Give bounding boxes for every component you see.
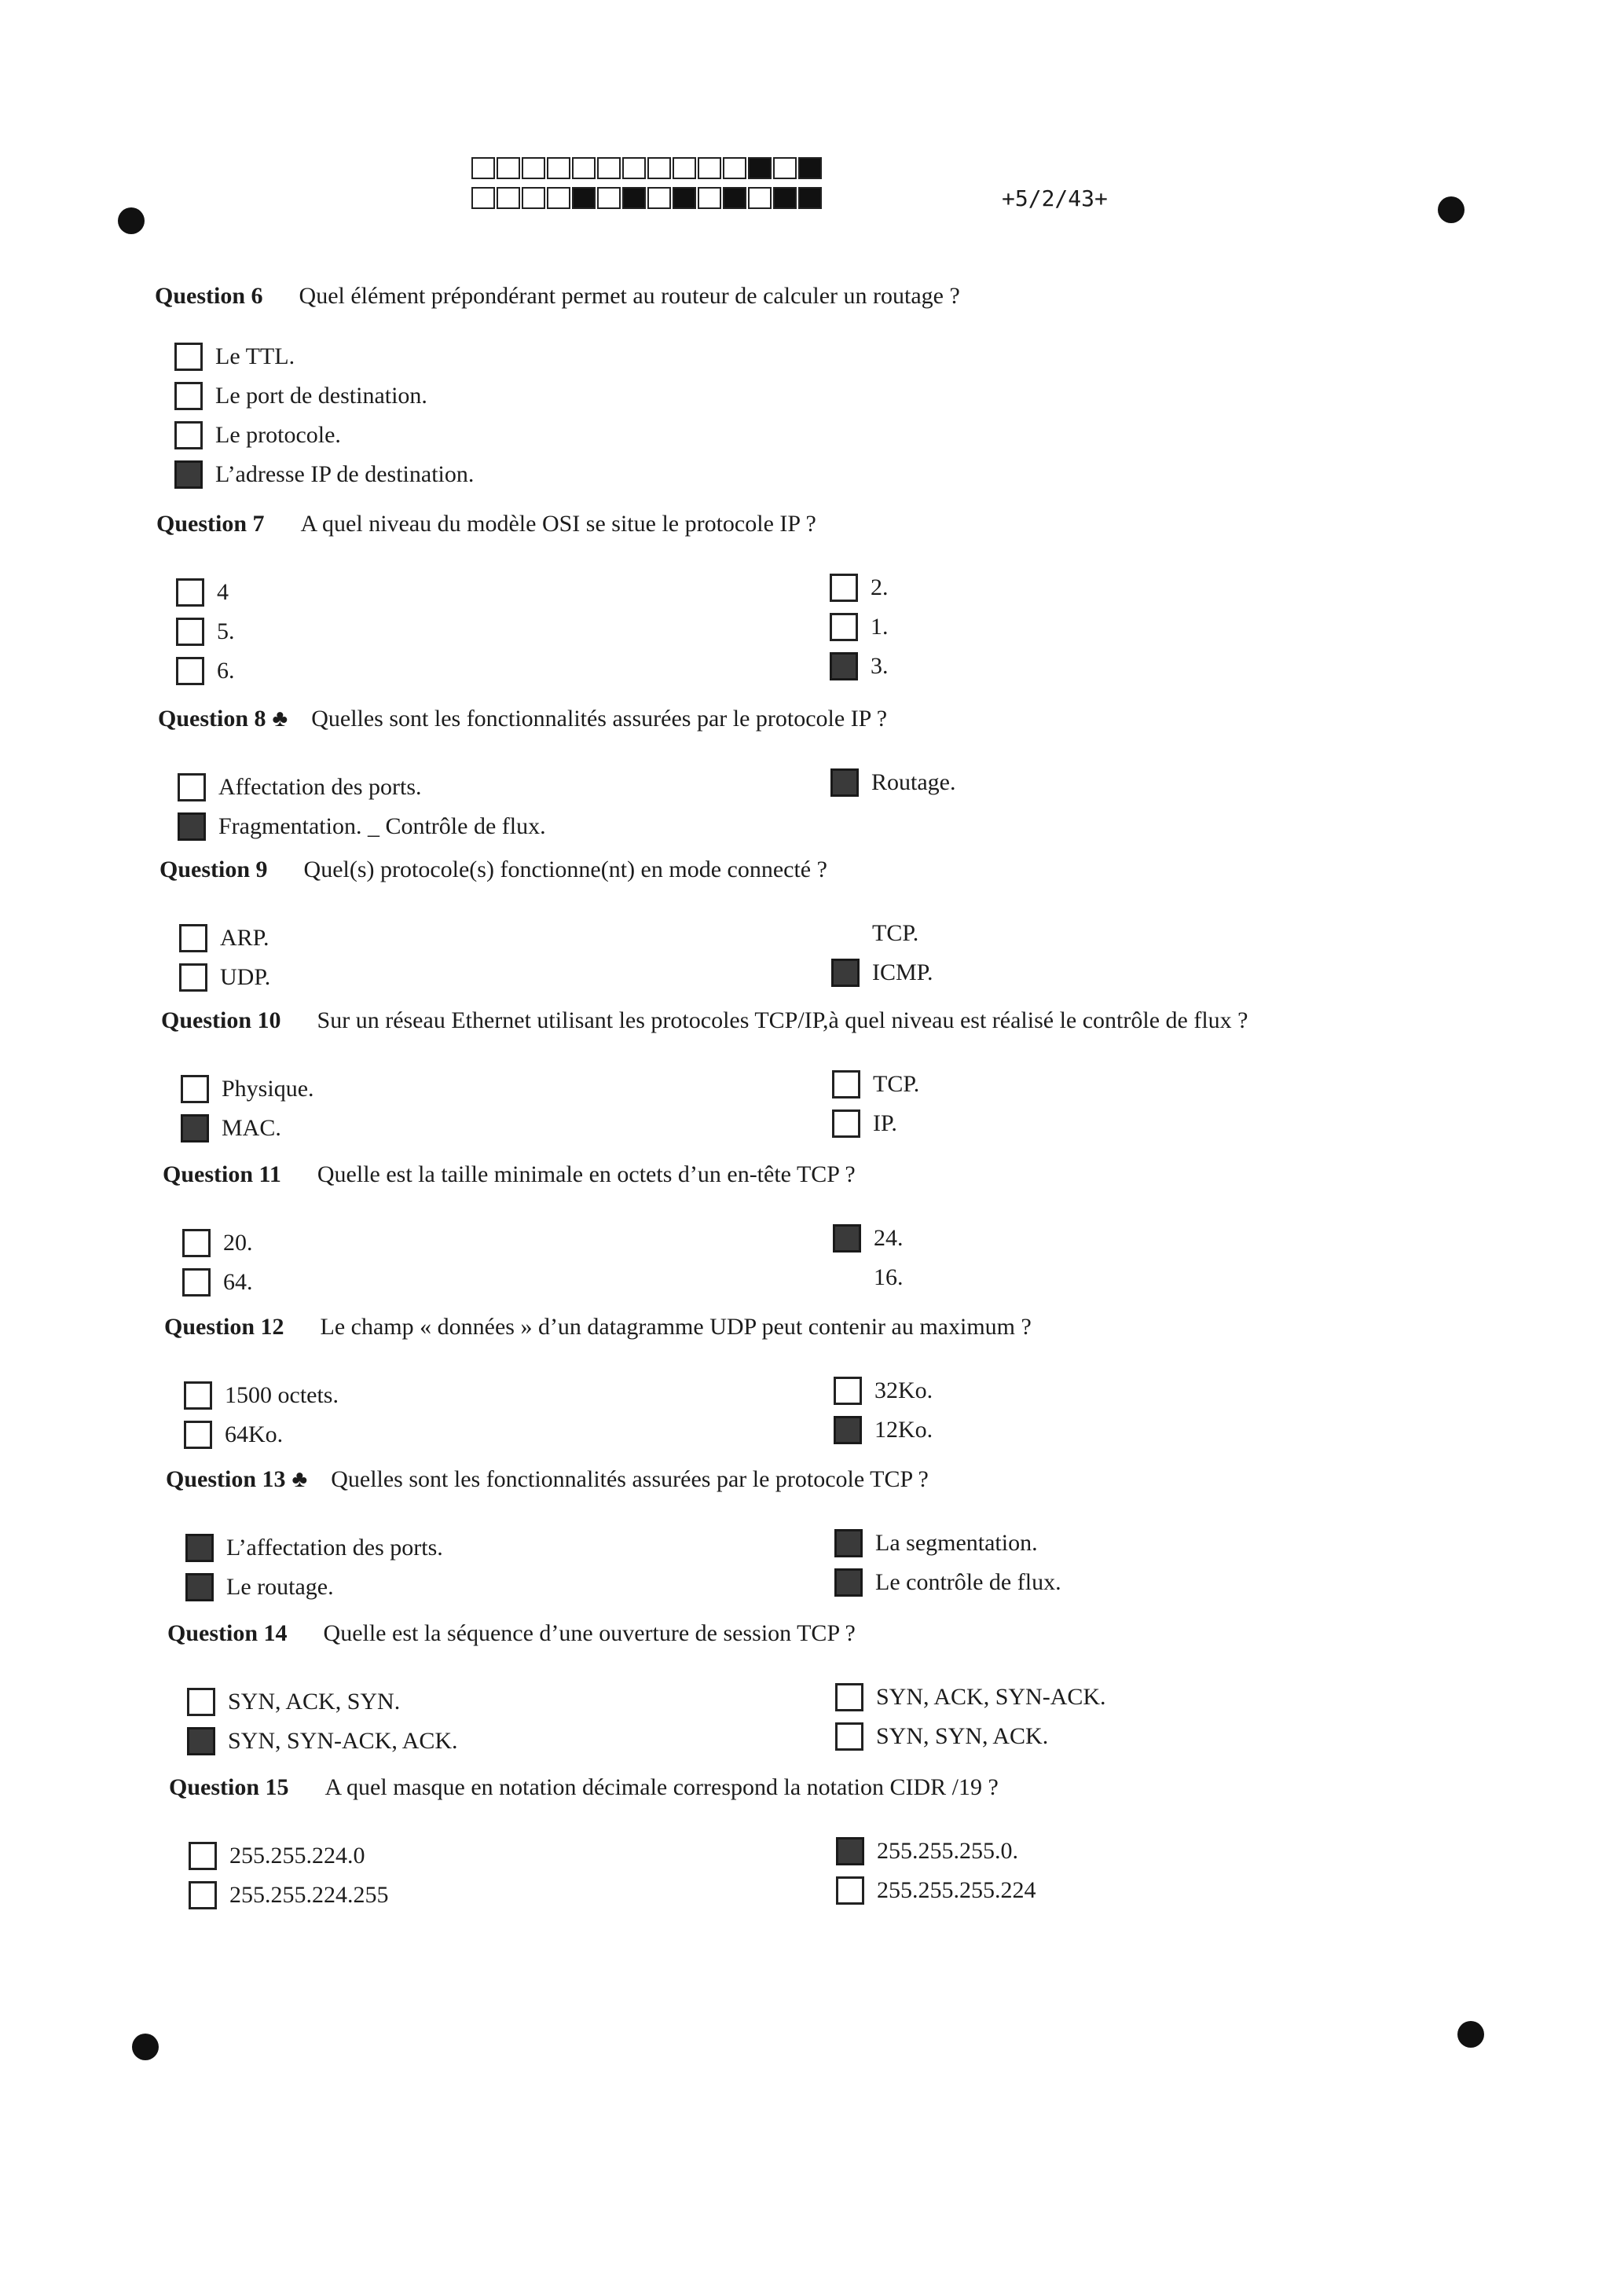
answer-text: 255.255.255.224 bbox=[877, 1877, 1036, 1903]
question-header bbox=[158, 706, 887, 732]
answer-option[interactable] bbox=[830, 613, 889, 641]
answer-text: 255.255.224.0 bbox=[229, 1843, 365, 1869]
checkbox[interactable] bbox=[174, 382, 203, 410]
answer-text: 255.255.255.0. bbox=[877, 1838, 1018, 1864]
checked-checkbox[interactable] bbox=[833, 1224, 861, 1253]
registration-mark-top-right bbox=[1438, 196, 1465, 223]
answer-option[interactable] bbox=[185, 1573, 334, 1601]
barcode-cell bbox=[572, 187, 596, 209]
answer-option[interactable] bbox=[174, 343, 295, 371]
answer-option[interactable] bbox=[833, 1264, 904, 1292]
question-text: A quel niveau du modèle OSI se situe le protocole IP ? bbox=[300, 511, 816, 537]
answer-text: SYN, SYN, ACK. bbox=[876, 1723, 1049, 1749]
question-header bbox=[155, 283, 960, 310]
answer-text: 6. bbox=[217, 658, 235, 684]
answer-text: ARP. bbox=[220, 925, 269, 951]
question-header bbox=[161, 1007, 1248, 1034]
answer-text: Affectation des ports. bbox=[218, 774, 422, 800]
answer-text: Le protocole. bbox=[215, 422, 341, 448]
answer-text: 24. bbox=[874, 1225, 904, 1251]
answer-text: 1500 octets. bbox=[225, 1382, 339, 1408]
answer-option[interactable] bbox=[184, 1381, 339, 1410]
barcode-cell bbox=[773, 187, 797, 209]
answer-option[interactable] bbox=[189, 1842, 365, 1870]
barcode-cell bbox=[597, 157, 621, 179]
answer-option[interactable] bbox=[176, 618, 235, 646]
answer-text: 16. bbox=[874, 1264, 904, 1290]
answer-text: Le contrôle de flux. bbox=[875, 1569, 1061, 1595]
answer-option[interactable] bbox=[182, 1229, 253, 1257]
question-header bbox=[156, 511, 816, 537]
answer-text: La segmentation. bbox=[875, 1530, 1038, 1556]
answer-text: 3. bbox=[871, 653, 889, 679]
checked-checkbox[interactable] bbox=[834, 1529, 863, 1557]
answer-text: 12Ko. bbox=[874, 1417, 933, 1443]
checkbox[interactable] bbox=[836, 1876, 864, 1905]
checked-checkbox[interactable] bbox=[836, 1837, 864, 1865]
answer-option[interactable] bbox=[181, 1075, 314, 1103]
answer-option[interactable] bbox=[836, 1837, 1018, 1865]
barcode-cell bbox=[547, 157, 570, 179]
checkbox[interactable] bbox=[834, 1377, 862, 1405]
checkbox[interactable] bbox=[174, 421, 203, 449]
question-text: Le champ « données » d’un datagramme UDP peut contenir au maximum ? bbox=[320, 1314, 1032, 1340]
checkbox[interactable] bbox=[179, 963, 207, 992]
registration-mark-top-left bbox=[118, 207, 145, 234]
question-text: Sur un réseau Ethernet utilisant les protocoles TCP/IP,à quel niveau est réalisé le contrôle de flux ? bbox=[317, 1007, 1248, 1033]
question-label: Question 10 bbox=[161, 1007, 281, 1033]
checked-checkbox[interactable] bbox=[830, 652, 858, 680]
checked-checkbox[interactable] bbox=[178, 812, 206, 841]
barcode-cell bbox=[698, 187, 721, 209]
question-text: Quelles sont les fonctionnalités assurées par le protocole TCP ? bbox=[331, 1466, 929, 1492]
checkbox[interactable] bbox=[835, 1722, 863, 1751]
answer-text: 64. bbox=[223, 1269, 253, 1295]
answer-text: 1. bbox=[871, 614, 889, 640]
answer-text: TCP. bbox=[873, 1071, 920, 1097]
barcode-cell bbox=[723, 187, 746, 209]
checkbox[interactable] bbox=[178, 773, 206, 801]
barcode-cell bbox=[798, 187, 822, 209]
answer-option[interactable] bbox=[178, 812, 546, 841]
answer-text: 20. bbox=[223, 1230, 253, 1256]
answer-option[interactable] bbox=[833, 1224, 904, 1253]
barcode-cell bbox=[522, 187, 545, 209]
answer-text: SYN, ACK, SYN-ACK. bbox=[876, 1684, 1106, 1710]
answer-text: L’adresse IP de destination. bbox=[215, 461, 475, 487]
checked-checkbox[interactable] bbox=[174, 460, 203, 489]
checked-checkbox[interactable] bbox=[834, 1568, 863, 1597]
answer-option[interactable] bbox=[832, 1109, 897, 1138]
checkbox[interactable] bbox=[833, 1264, 861, 1292]
answer-text: UDP. bbox=[220, 964, 271, 990]
barcode-cell bbox=[647, 157, 671, 179]
answer-option[interactable] bbox=[187, 1688, 400, 1716]
checkbox[interactable] bbox=[187, 1688, 215, 1716]
answer-option[interactable] bbox=[189, 1881, 389, 1909]
barcode-row-2 bbox=[471, 187, 823, 209]
barcode-cell bbox=[698, 157, 721, 179]
answer-option[interactable] bbox=[178, 773, 422, 801]
answer-option[interactable] bbox=[834, 1568, 1061, 1597]
barcode-cell bbox=[748, 157, 772, 179]
barcode-cell bbox=[497, 157, 520, 179]
barcode-cell bbox=[673, 157, 696, 179]
multiple-answer-club-icon: ♣ bbox=[291, 1466, 308, 1492]
barcode-cell bbox=[622, 187, 646, 209]
question-label: Question 7 bbox=[156, 511, 265, 537]
checkbox[interactable] bbox=[189, 1881, 217, 1909]
answer-option[interactable] bbox=[836, 1876, 1036, 1905]
checkbox[interactable] bbox=[182, 1268, 211, 1297]
question-label: Question 12 bbox=[164, 1314, 284, 1340]
answer-option[interactable] bbox=[830, 768, 955, 797]
answer-text: 255.255.224.255 bbox=[229, 1882, 389, 1908]
checkbox[interactable] bbox=[184, 1381, 212, 1410]
answer-option[interactable] bbox=[831, 919, 918, 948]
answer-text: ICMP. bbox=[872, 959, 933, 985]
answer-text: Le routage. bbox=[226, 1574, 334, 1600]
checkbox[interactable] bbox=[189, 1842, 217, 1870]
question-text: Quel élément prépondérant permet au routeur de calculer un routage ? bbox=[299, 283, 960, 309]
answer-option[interactable] bbox=[835, 1683, 1106, 1711]
answer-option[interactable] bbox=[181, 1114, 281, 1142]
answer-text: SYN, SYN-ACK, ACK. bbox=[228, 1728, 458, 1754]
page-code: +5/2/43+ bbox=[1002, 185, 1108, 211]
barcode-cell bbox=[522, 157, 545, 179]
registration-mark-bottom-left bbox=[132, 2034, 159, 2060]
answer-option[interactable] bbox=[176, 657, 235, 685]
question-text: Quel(s) protocole(s) fonctionne(nt) en mode connecté ? bbox=[303, 856, 827, 882]
question-label: Question 13 bbox=[166, 1466, 286, 1492]
checkbox[interactable] bbox=[179, 924, 207, 952]
barcode-cell bbox=[723, 157, 746, 179]
checked-checkbox[interactable] bbox=[834, 1416, 862, 1444]
checkbox[interactable] bbox=[176, 657, 204, 685]
answer-text: Fragmentation. _ Contrôle de flux. bbox=[218, 813, 546, 839]
answer-text: SYN, ACK, SYN. bbox=[228, 1689, 401, 1715]
answer-text: 4 bbox=[217, 579, 229, 605]
checked-checkbox[interactable] bbox=[187, 1727, 215, 1755]
answer-option[interactable] bbox=[830, 652, 889, 680]
barcode-cell bbox=[471, 187, 495, 209]
registration-mark-bottom-right bbox=[1457, 2021, 1484, 2048]
answer-option[interactable] bbox=[831, 959, 933, 987]
checkbox[interactable] bbox=[182, 1229, 211, 1257]
question-label: Question 6 bbox=[155, 283, 263, 309]
answer-text: 2. bbox=[871, 574, 889, 600]
answer-option[interactable] bbox=[834, 1416, 933, 1444]
question-label: Question 15 bbox=[169, 1774, 289, 1800]
checkbox[interactable] bbox=[176, 578, 204, 607]
checkbox[interactable] bbox=[184, 1421, 212, 1449]
question-label: Question 9 bbox=[159, 856, 268, 882]
barcode-cell bbox=[673, 187, 696, 209]
answer-option[interactable] bbox=[834, 1529, 1038, 1557]
answer-option[interactable] bbox=[174, 421, 341, 449]
answer-option[interactable] bbox=[182, 1268, 253, 1297]
checkbox[interactable] bbox=[832, 1109, 860, 1138]
question-text: Quelle est la séquence d’une ouverture de session TCP ? bbox=[323, 1620, 856, 1646]
barcode-cell bbox=[471, 157, 495, 179]
answer-option[interactable] bbox=[830, 574, 889, 602]
checked-checkbox[interactable] bbox=[831, 959, 860, 987]
answer-text: Le port de destination. bbox=[215, 383, 427, 409]
answer-option[interactable] bbox=[187, 1727, 458, 1755]
answer-option[interactable] bbox=[174, 382, 427, 410]
answer-text: IP. bbox=[873, 1110, 897, 1136]
question-header bbox=[159, 856, 827, 883]
barcode-cell bbox=[798, 157, 822, 179]
answer-text: Physique. bbox=[222, 1076, 314, 1102]
question-header bbox=[164, 1314, 1032, 1341]
checkbox[interactable] bbox=[830, 613, 858, 641]
barcode-cell bbox=[572, 157, 596, 179]
question-label: Question 14 bbox=[167, 1620, 288, 1646]
checkbox[interactable] bbox=[830, 574, 858, 602]
answer-text: TCP. bbox=[872, 920, 919, 946]
answer-text: L’affectation des ports. bbox=[226, 1535, 443, 1561]
barcode-row-1 bbox=[471, 157, 823, 179]
multiple-answer-club-icon: ♣ bbox=[272, 706, 288, 732]
barcode-cell bbox=[547, 187, 570, 209]
barcode-cell bbox=[748, 187, 772, 209]
question-header bbox=[167, 1620, 856, 1647]
answer-text: 64Ko. bbox=[225, 1421, 284, 1447]
checkbox[interactable] bbox=[835, 1683, 863, 1711]
checkbox[interactable] bbox=[181, 1075, 209, 1103]
answer-option[interactable] bbox=[835, 1722, 1048, 1751]
question-header bbox=[169, 1774, 999, 1801]
question-text: Quelle est la taille minimale en octets d’un en-tête TCP ? bbox=[317, 1161, 856, 1187]
question-header bbox=[166, 1466, 929, 1493]
checked-checkbox[interactable] bbox=[185, 1534, 214, 1562]
checkbox[interactable] bbox=[831, 919, 860, 948]
question-label: Question 8 bbox=[158, 706, 266, 732]
barcode-cell bbox=[622, 157, 646, 179]
answer-text: Le TTL. bbox=[215, 343, 295, 369]
answer-option[interactable] bbox=[174, 460, 474, 489]
question-text: A quel masque en notation décimale correspond la notation CIDR /19 ? bbox=[324, 1774, 999, 1800]
answer-option[interactable] bbox=[832, 1070, 919, 1098]
barcode-cell bbox=[497, 187, 520, 209]
answer-text: MAC. bbox=[222, 1115, 281, 1141]
checkbox[interactable] bbox=[174, 343, 203, 371]
checked-checkbox[interactable] bbox=[181, 1114, 209, 1142]
checkbox[interactable] bbox=[832, 1070, 860, 1098]
barcode-cell bbox=[773, 157, 797, 179]
barcode-cell bbox=[597, 187, 621, 209]
answer-option[interactable] bbox=[179, 924, 269, 952]
answer-option[interactable] bbox=[176, 578, 229, 607]
question-label: Question 11 bbox=[163, 1161, 281, 1187]
question-header bbox=[163, 1161, 856, 1188]
answer-text: 5. bbox=[217, 618, 235, 644]
answer-option[interactable] bbox=[834, 1377, 933, 1405]
checkbox[interactable] bbox=[176, 618, 204, 646]
answer-option[interactable] bbox=[179, 963, 270, 992]
barcode-cell bbox=[647, 187, 671, 209]
answer-option[interactable] bbox=[184, 1421, 283, 1449]
answer-text: 32Ko. bbox=[874, 1377, 933, 1403]
answer-option[interactable] bbox=[185, 1534, 443, 1562]
checked-checkbox[interactable] bbox=[830, 768, 859, 797]
question-text: Quelles sont les fonctionnalités assurées par le protocole IP ? bbox=[311, 706, 888, 732]
checked-checkbox[interactable] bbox=[185, 1573, 214, 1601]
answer-text: Routage. bbox=[871, 769, 956, 795]
